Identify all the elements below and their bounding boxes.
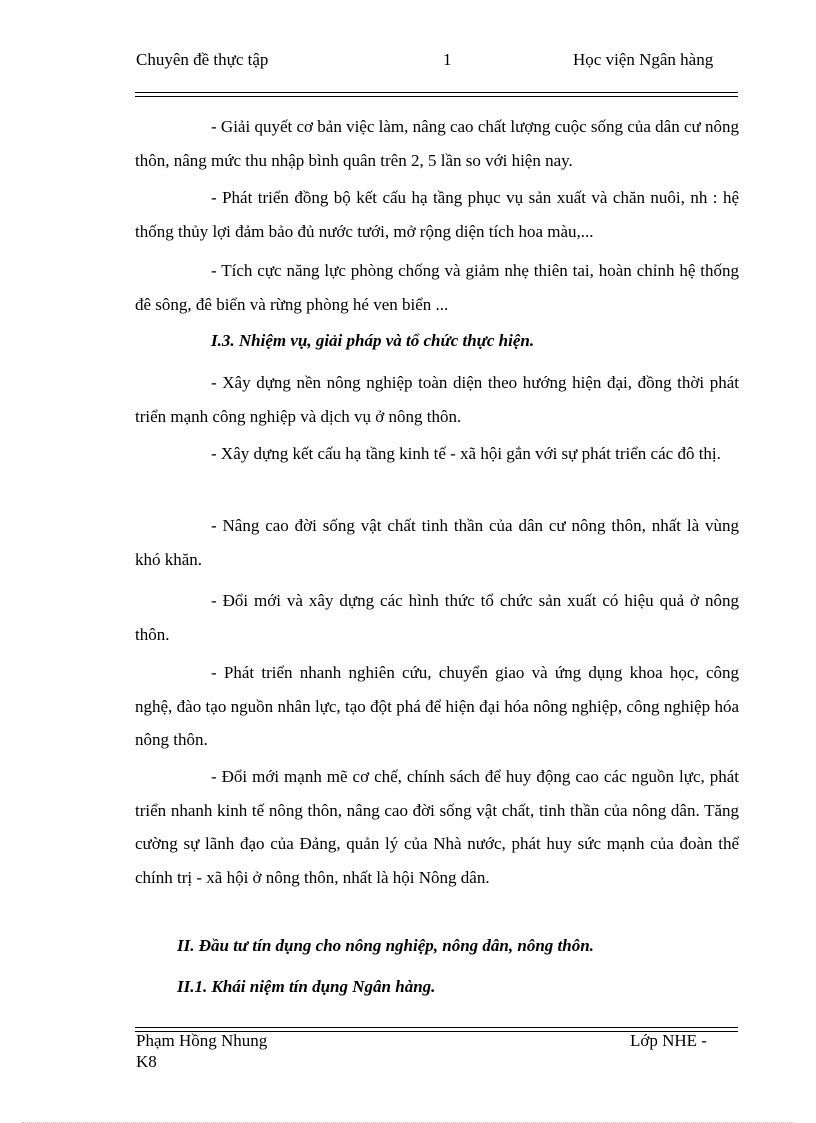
page-number: 1: [443, 50, 452, 69]
body-paragraph: - Xây dựng nền nông nghiệp toàn diện theo hướng hiện đại, đồng thời phát triển mạnh công nghiệp và dịch vụ ở nông thôn.: [135, 373, 739, 426]
body-paragraph: - Phát triển đồng bộ kết cấu hạ tầng phục vụ sản xuất và chăn nuôi, nh : hệ thống thủy lợi đảm bảo đủ nước tưới, mở rộng diện tích hoa màu,...: [135, 188, 739, 241]
footer-class: Lớp NHE -: [630, 1031, 707, 1050]
footer-author: Phạm Hồng Nhung: [136, 1031, 268, 1050]
subsection-heading: II.1. Khái niệm tín dụng Ngân hàng.: [177, 977, 436, 996]
header-rule: [135, 92, 738, 97]
body-paragraph: - Phát triển nhanh nghiên cứu, chuyển giao và ứng dụng khoa học, công nghệ, đào tạo nguồn nhân lực, tạo đột phá để hiện đại hóa nông nghiệp, công nghiệp hóa nông thôn.: [135, 663, 739, 749]
body-paragraph: - Nâng cao đời sống vật chất tinh thần của dân cư nông thôn, nhất là vùng khó khăn.: [135, 516, 739, 569]
body-paragraph: - Đổi mới và xây dựng các hình thức tổ chức sản xuất có hiệu quả ở nông thôn.: [135, 591, 739, 644]
body-paragraph: - Tích cực năng lực phòng chống và giảm nhẹ thiên tai, hoàn chỉnh hệ thống đê sông, đê biển và rừng phòng hé ven biển ...: [135, 261, 739, 314]
header-title: Chuyên đề thực tập: [136, 50, 269, 69]
body-paragraph: - Đổi mới mạnh mẽ cơ chế, chính sách để huy động cao các nguồn lực, phát triển nhanh kinh tế nông thôn, nâng cao đời sống vật chất, tinh thần của nông dân. Tăng cường sự lãnh đạo của Đảng, quản lý của Nhà nước, phát huy sức mạnh của đoàn thể chính trị - xã hội ở nông thôn, nhất là hội Nông dân.: [135, 767, 739, 887]
footer-cohort: K8: [136, 1052, 157, 1071]
header-institution: Học viện Ngân hàng: [573, 50, 714, 69]
body-paragraph: - Giải quyết cơ bản việc làm, nâng cao chất lượng cuộc sống của dân cư nông thôn, nâng mức thu nhập bình quân trên 2, 5 lần so với hiện nay.: [135, 117, 739, 170]
body-paragraph: - Xây dựng kết cấu hạ tầng kinh tế - xã hội gắn với sự phát triển các đô thị.: [211, 444, 721, 463]
section-heading: I.3. Nhiệm vụ, giải pháp và tổ chức thực hiện.: [211, 331, 535, 350]
section-heading: II. Đầu tư tín dụng cho nông nghiệp, nông dân, nông thôn.: [177, 936, 594, 955]
